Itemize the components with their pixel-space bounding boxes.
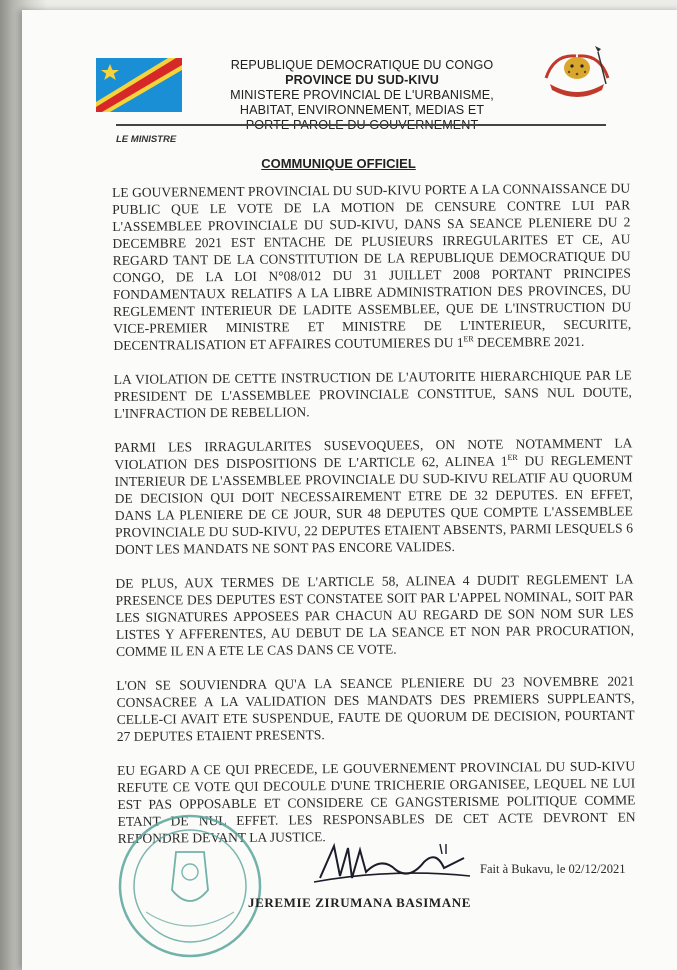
paragraph-2: LA VIOLATION DE CETTE INSTRUCTION DE L'AUTORITE HIERARCHIQUE PAR LE PRESIDENT DE L'ASSEMBLEE PROVINCIALE CONSTITUE, SANS NUL DOUTE, L'INFRACTION DE REBELLION. [113,367,632,421]
drc-flag-icon [96,58,182,112]
office-label: LE MINISTRE [116,134,177,145]
paragraph-3: PARMI LES IRRAGULARITES SUSEVOQUEES, ON NOTE NOTAMMENT LA VIOLATION DES DISPOSITIONS DE L'ARTICLE 62, ALINEA 1ER DU REGLEMENT INTERIEUR DE L'ASSEMBLEE PROVINCIALE DU SUD-KIVU RELATIF AU QUORUM DE DECISION QUI DOIT NECESSAIREMENT ETRE DE 32 DEPUTES. EN EFFET, DANS LA PLENIERE DE CE JOUR, SUR 48 DEPUTES QUE COMPTE L'ASSEMBLEE PROVINCIALE DU SUD-KIVU, 22 DEPUTES ETAIENT ABSENTS, PARMI LESQUELS 6 DONT LES MANDATS NE SONT PAS ENCORE VALIDES. [114,435,634,557]
handwritten-signature [312,838,472,888]
ministry-line-2: HABITAT, ENVIRONNEMENT, MEDIAS ET [239,103,485,117]
header-rule [116,124,606,126]
letterhead [196,58,528,133]
paragraph-5: L'ON SE SOUVIENDRA QU'A LA SEANCE PLENIERE DU 23 NOVEMBRE 2021 CONSACREE A LA VALIDATION DES MANDATS DES PREMIERS SUPPLEANTS, CELLE-CI AVAIT ETE SUSPENDUE, FAUTE DE QUORUM DE DECISION, POURTANT 27 DEPUTES ETAIENT PRESENTS. [116,673,635,744]
ministry-line-1: MINISTERE PROVINCIAL DE L'URBANISME, [230,88,494,102]
paragraph-1: LE GOUVERNEMENT PROVINCIAL DU SUD-KIVU PORTE A LA CONNAISSANCE DU PUBLIC QUE LE VOTE DE LA MOTION DE CENSURE CONTRE LUI PAR L'ASSEMBLEE PROVINCIALE DU SUD-KIVU, DANS SA SEANCE PLENIERE DU 2 DECEMBRE 2021 EST ENTACHE DE PLUSIEURS IRREGULARITES ET CE, AU REGARD TANT DE LA CONSTITUTION DE LA REPUBLIQUE DEMOCRATIQUE DU CONGO, DE LA LOI N°08/012 DU 31 JUILLET 2008 PORTANT PRINCIPES FONDAMENTAUX RELATIFS A LA LIBRE ADMINISTRATION DES PROVINCES, DU REGLEMENT INTERIEUR DE LADITE ASSEMBLEE, QUE DE L'INSTRUCTION DU VICE-PREMIER MINISTRE ET MINISTRE DE L'INTERIEUR, SECURITE, DECENTRALISATION ET AFFAIRES COUTUMIERES DU 1ER DECEMBRE 2021. [112,180,632,353]
place-and-date: Fait à Bukavu, le 02/12/2021 [480,862,626,876]
coat-of-arms-emblem [538,44,616,106]
signatory-name: JEREMIE ZIRUMANA BASIMANE [248,895,472,910]
document-body [112,179,636,863]
country-name: REPUBLIQUE DEMOCRATIQUE DU CONGO [230,58,494,72]
document-title: COMMUNIQUE OFFICIEL [261,156,416,171]
province-name: PROVINCE DU SUD-KIVU [285,73,439,87]
paragraph-4: DE PLUS, AUX TERMES DE L'ARTICLE 58, ALINEA 4 DUDIT REGLEMENT LA PRESENCE DES DEPUTES EST CONSTATEE SOIT PAR L'APPEL NOMINAL, SOIT PAR LES SIGNATURES APPOSEES PAR CHACUN AU REGARD DE SON NOM SUR LES LISTES Y AFFERENTES, AU DEBUT DE LA SEANCE ET NON PAR PROCURATION, COMME IL EN A ETE LE CAS DANS CE VOTE. [115,571,634,659]
official-stamp [116,812,264,960]
paragraph-6: EU EGARD A CE QUI PRECEDE, LE GOUVERNEMENT PROVINCIAL DU SUD-KIVU REFUTE CE VOTE QUI DECOULE D'UNE TRICHERIE ORGANISEE, LEQUEL NE LUI EST PAS OPPOSABLE ET CONSIDERE CE GANGSTERISME POLITIQUE COMME ETANT DE NUL EFFET. LES RESPONSABLES DE CET ACTE DEVRONT EN REPONDRE DEVANT LA JUSTICE. [117,758,636,846]
